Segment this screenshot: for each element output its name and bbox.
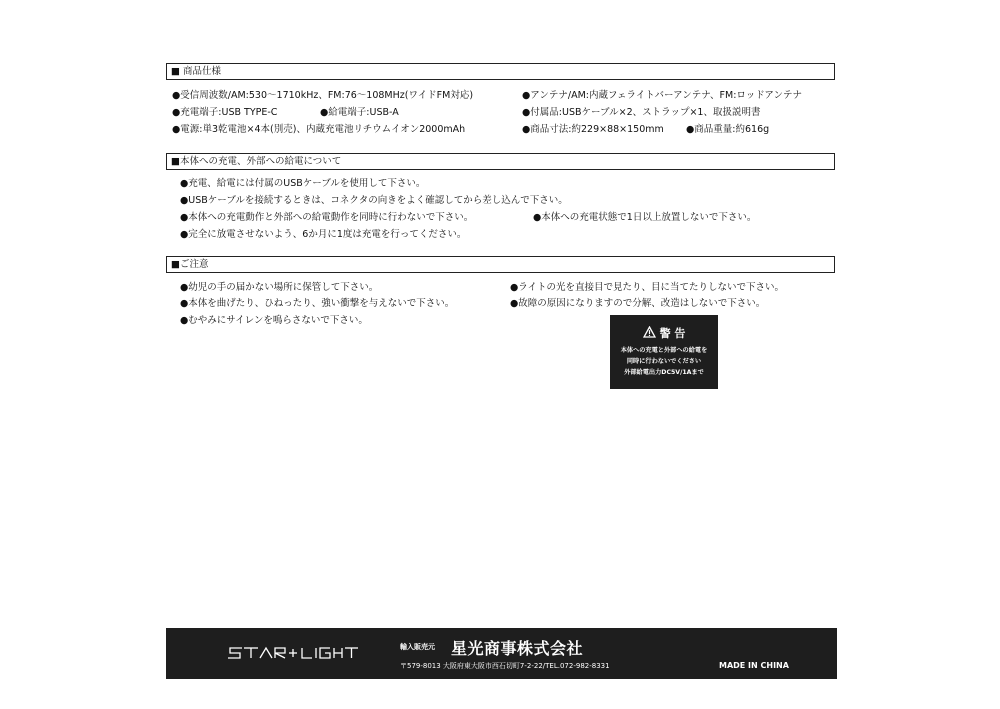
charging-header: ■本体への充電、外部への給電について <box>166 153 835 170</box>
spec-dimensions: ●商品寸法:約229×88×150mm <box>522 124 664 135</box>
made-in-label: MADE IN CHINA <box>719 661 789 670</box>
company-name: 星光商事株式会社 <box>451 639 584 658</box>
spec-power: ●電源:単3乾電池×4本(別売)、内蔵充電池リチウムイオン2000mAh <box>172 124 466 135</box>
caution-left-3: ●むやみにサイレンを鳴らさないで下さい。 <box>180 315 368 326</box>
spec-frequency: ●受信周波数/AM:530～1710kHz、FM:76～108MHz(ワイドFM対応) <box>172 90 474 101</box>
specs-header: ■ 商品仕様 <box>166 63 835 80</box>
footer-bar <box>166 628 837 679</box>
warning-title-text: 警 告 <box>659 327 686 340</box>
company-address: 〒579-8013 大阪府東大阪市西石切町7-2-22/TEL.072-982-8331 <box>400 662 610 670</box>
warning-line-3: 外部給電出力DC5V/1Aまで <box>624 369 704 376</box>
warning-line-1: 本体への充電と外部への給電を <box>620 347 708 354</box>
caution-left-2: ●本体を曲げたり、ひねったり、強い衝撃を与えないで下さい。 <box>180 298 455 309</box>
warning-triangle-icon <box>643 326 656 341</box>
warning-box <box>610 315 718 389</box>
starlight-logo <box>228 645 358 665</box>
caution-left-1: ●幼児の手の届かない場所に保管して下さい。 <box>180 282 379 293</box>
caution-header: ■ご注意 <box>166 256 835 273</box>
spec-antenna: ●アンテナ/AM:内蔵フェライトバーアンテナ、FM:ロッドアンテナ <box>522 90 803 101</box>
charging-line-1: ●充電、給電には付属のUSBケーブルを使用して下さい。 <box>180 178 426 189</box>
caution-right-2: ●故障の原因になりますので分解、改造はしないで下さい。 <box>510 298 766 309</box>
spec-weight: ●商品重量:約616g <box>686 124 770 135</box>
charging-line-extra: ●本体への充電状態で1日以上放置しないで下さい。 <box>533 212 757 223</box>
warning-line-2: 同時に行わないでください <box>626 358 702 365</box>
charging-line-4: ●完全に放電させないよう、6か月に1度は充電を行ってください。 <box>180 229 467 240</box>
caution-right-1: ●ライトの光を直接目で見たり、目に当てたりしないで下さい。 <box>510 282 785 293</box>
warning-title <box>610 325 718 341</box>
spec-charge-port: ●充電端子:USB TYPE-C <box>172 107 278 118</box>
spec-supply-port: ●給電端子:USB-A <box>320 107 399 118</box>
importer-label: 輸入販売元 <box>400 643 435 651</box>
charging-line-2: ●USBケーブルを接続するときは、コネクタの向きをよく確認してから差し込んで下さい。 <box>180 195 568 206</box>
charging-line-3: ●本体への充電動作と外部への給電動作を同時に行わないで下さい。 <box>180 212 474 223</box>
spec-accessories: ●付属品:USBケーブル×2、ストラップ×1、取扱説明書 <box>522 107 761 118</box>
